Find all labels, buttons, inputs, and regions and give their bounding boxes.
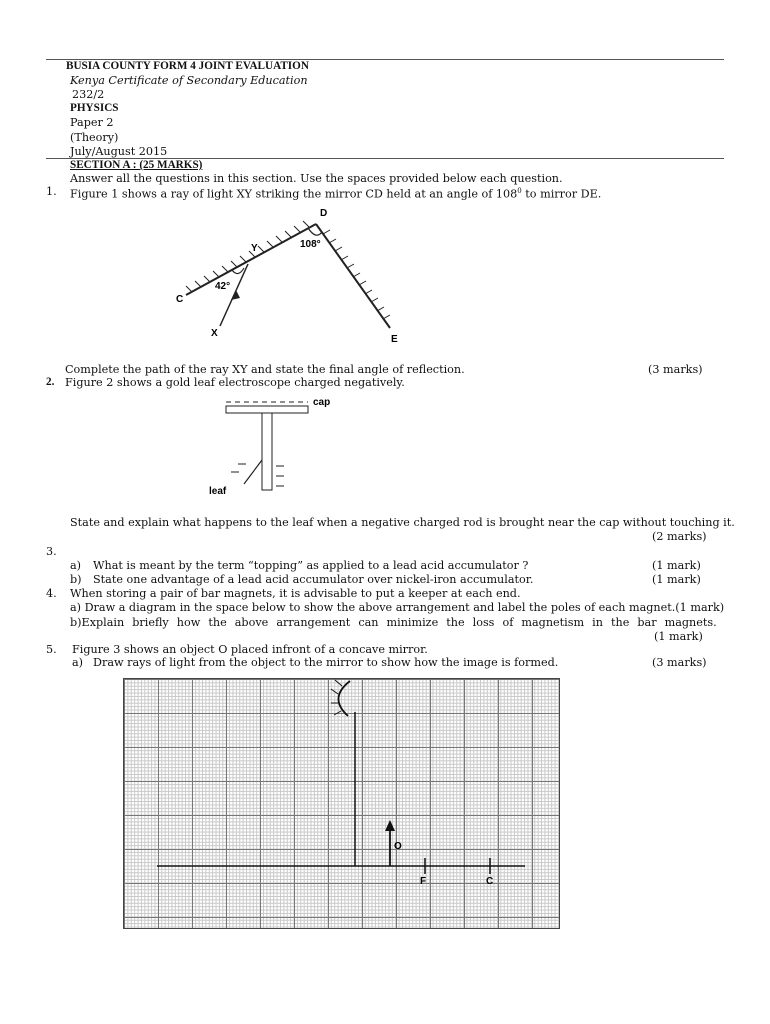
question-4b-text: b)Explain briefly how the above arrangement can minimize the loss of magnetism in the bar magnets.	[70, 616, 717, 629]
question-5a-label: a)	[72, 656, 84, 669]
question-5-text: Figure 3 shows an object O placed infront of a concave mirror.	[72, 643, 428, 656]
label-leaf: leaf	[209, 486, 227, 497]
paper-number: Paper 2	[70, 116, 114, 129]
question-4b-marks: (1 mark)	[654, 630, 703, 643]
question-3a-label: a)	[70, 559, 82, 572]
label-y: Y	[251, 243, 258, 254]
question-1-text: Figure 1 shows a ray of light XY striking the mirror CD held at an angle of $108^0$ to mirror DE.	[70, 187, 602, 201]
section-heading: SECTION A : (25 MARKS)	[70, 159, 203, 171]
subject-name: PHYSICS	[70, 102, 119, 114]
section-instruction: Answer all the questions in this section. Use the spaces provided below each question.	[70, 172, 563, 185]
label-c: C	[486, 876, 494, 887]
question-5-number: 5.	[46, 643, 57, 656]
question-3b-marks: (1 mark)	[652, 573, 701, 586]
paper-code: 232/2	[72, 88, 105, 101]
question-2-text: Figure 2 shows a gold leaf electroscope charged negatively.	[65, 376, 405, 389]
label-x: X	[211, 328, 218, 339]
exam-date: July/August 2015	[70, 145, 168, 158]
question-4-text: When storing a pair of bar magnets, it is advisable to put a keeper at each end.	[70, 587, 521, 600]
label-d: D	[320, 208, 328, 219]
question-2-marks: (2 marks)	[652, 530, 707, 543]
label-o: O	[394, 841, 402, 852]
question-3a-marks: (1 mark)	[652, 559, 701, 572]
label-c-mirror: C	[176, 294, 184, 305]
question-3b-text: State one advantage of a lead acid accumulator over nickel-iron accumulator.	[93, 573, 534, 586]
question-3b-label: b)	[70, 573, 82, 586]
paper-type: (Theory)	[70, 131, 119, 144]
degree-superscript: 0	[517, 187, 522, 195]
exam-title: BUSIA COUNTY FORM 4 JOINT EVALUATION	[66, 60, 309, 72]
question-4a-text: a) Draw a diagram in the space below to show the above arrangement and label the poles of each magnet.(1 mark)	[70, 601, 725, 614]
question-1-number: 1.	[46, 185, 57, 198]
object-arrowhead	[385, 820, 395, 831]
concave-mirror	[338, 681, 350, 716]
label-108: 108°	[300, 239, 321, 250]
question-1-prompt: Complete the path of the ray XY and state the final angle of reflection.	[65, 363, 465, 376]
question-2-prompt: State and explain what happens to the leaf when a negative charged rod is brought near the cap without touching it.	[70, 516, 735, 529]
question-1-marks: (3 marks)	[648, 363, 703, 376]
question-5a-marks: (3 marks)	[652, 656, 707, 669]
question-3-number: 3.	[46, 545, 57, 558]
label-cap: cap	[313, 397, 331, 408]
question-3a-text: What is meant by the term “topping” as applied to a lead acid accumulator ?	[93, 559, 529, 572]
label-e: E	[391, 334, 398, 345]
question-2-number: 2.	[46, 376, 55, 388]
exam-subtitle: Kenya Certificate of Secondary Education	[70, 74, 308, 87]
label-42: 42°	[215, 281, 231, 292]
question-4-number: 4.	[46, 587, 57, 600]
question-5a-text: Draw rays of light from the object to the mirror to show how the image is formed.	[93, 656, 559, 669]
label-f: F	[420, 876, 427, 887]
